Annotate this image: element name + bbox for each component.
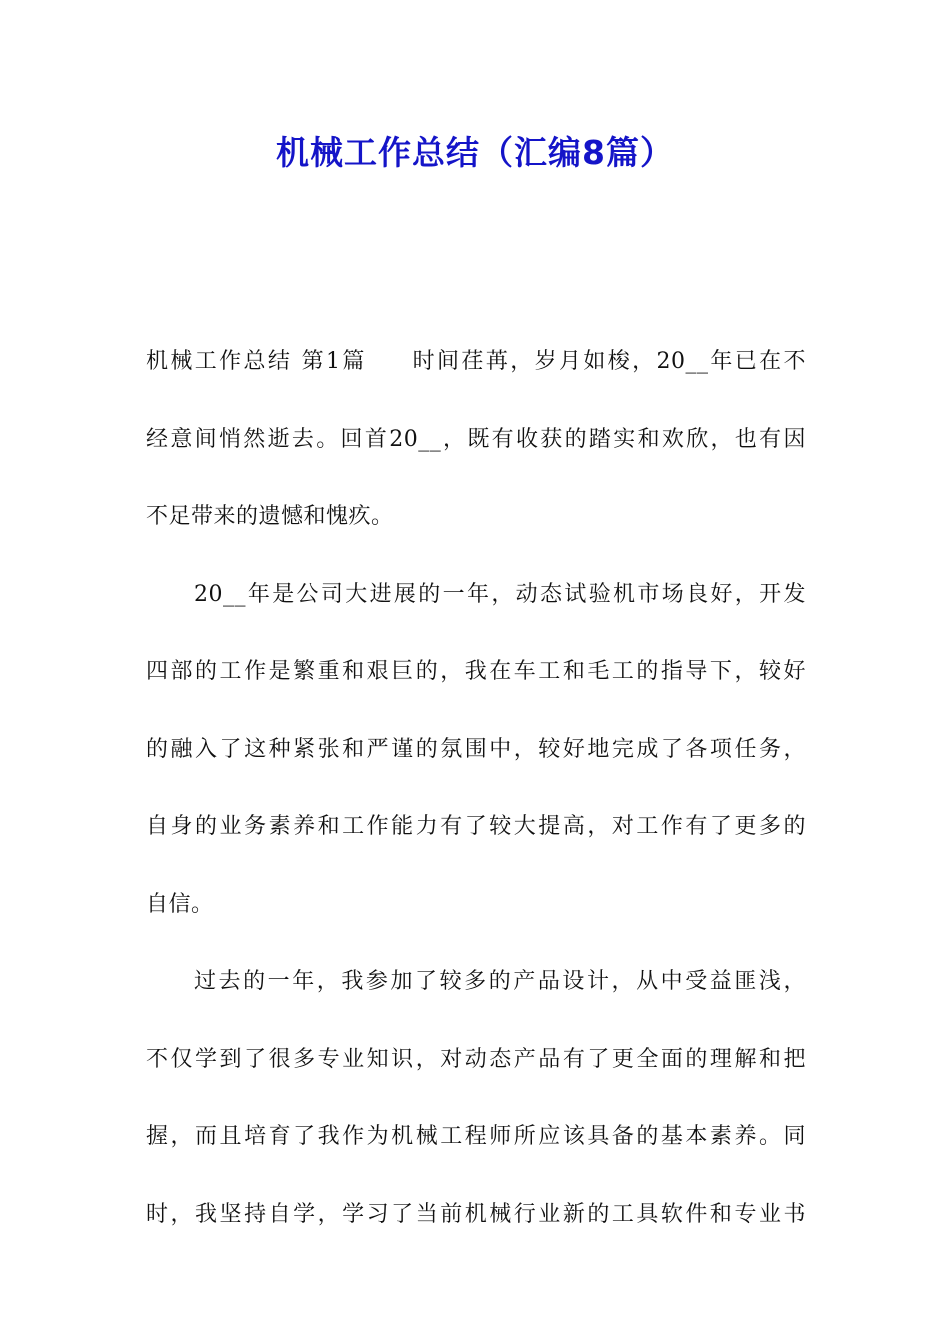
paragraph-3-line-1: 过去的一年，我参加了较多的产品设计，从中受益匪浅， (194, 969, 806, 994)
paragraph-2-line-5: 自信。 (146, 891, 214, 917)
document-title: 机械工作总结（汇编8篇） (276, 133, 674, 172)
paragraph-3-line-3: 握，而且培育了我作为机械工程师所应该具备的基本素养。同 (146, 1124, 806, 1149)
document-body (146, 336, 806, 1266)
paragraph-2-line-2: 四部的工作是繁重和艰巨的，我在车工和毛工的指导下，较好 (146, 659, 806, 684)
paragraph-1-line-1: 时间荏苒，岁月如梭，20__年已在不 (410, 349, 806, 374)
paragraph-3-line-2: 不仅学到了很多专业知识，对动态产品有了更全面的理解和把 (146, 1046, 806, 1072)
paragraph-2-line-1: 20__年是公司大进展的一年，动态试验机市场良好，开发 (194, 581, 806, 607)
text-line-1 (146, 336, 806, 388)
section-heading: 机械工作总结 第1篇 (146, 349, 367, 374)
paragraph-1-line-3: 不足带来的遗憾和愧疚。 (146, 504, 394, 529)
paragraph-1-line-2: 经意间悄然逝去。回首20__，既有收获的踏实和欢欣，也有因 (146, 426, 806, 452)
paragraph-2-line-3: 的融入了这种紧张和严谨的氛围中，较好地完成了各项任务， (146, 736, 806, 762)
paragraph-2-line-4: 自身的业务素养和工作能力有了较大提高，对工作有了更多的 (146, 814, 806, 839)
paragraph-3-line-4: 时，我坚持自学，学习了当前机械行业新的工具软件和专业书 (146, 1201, 806, 1227)
